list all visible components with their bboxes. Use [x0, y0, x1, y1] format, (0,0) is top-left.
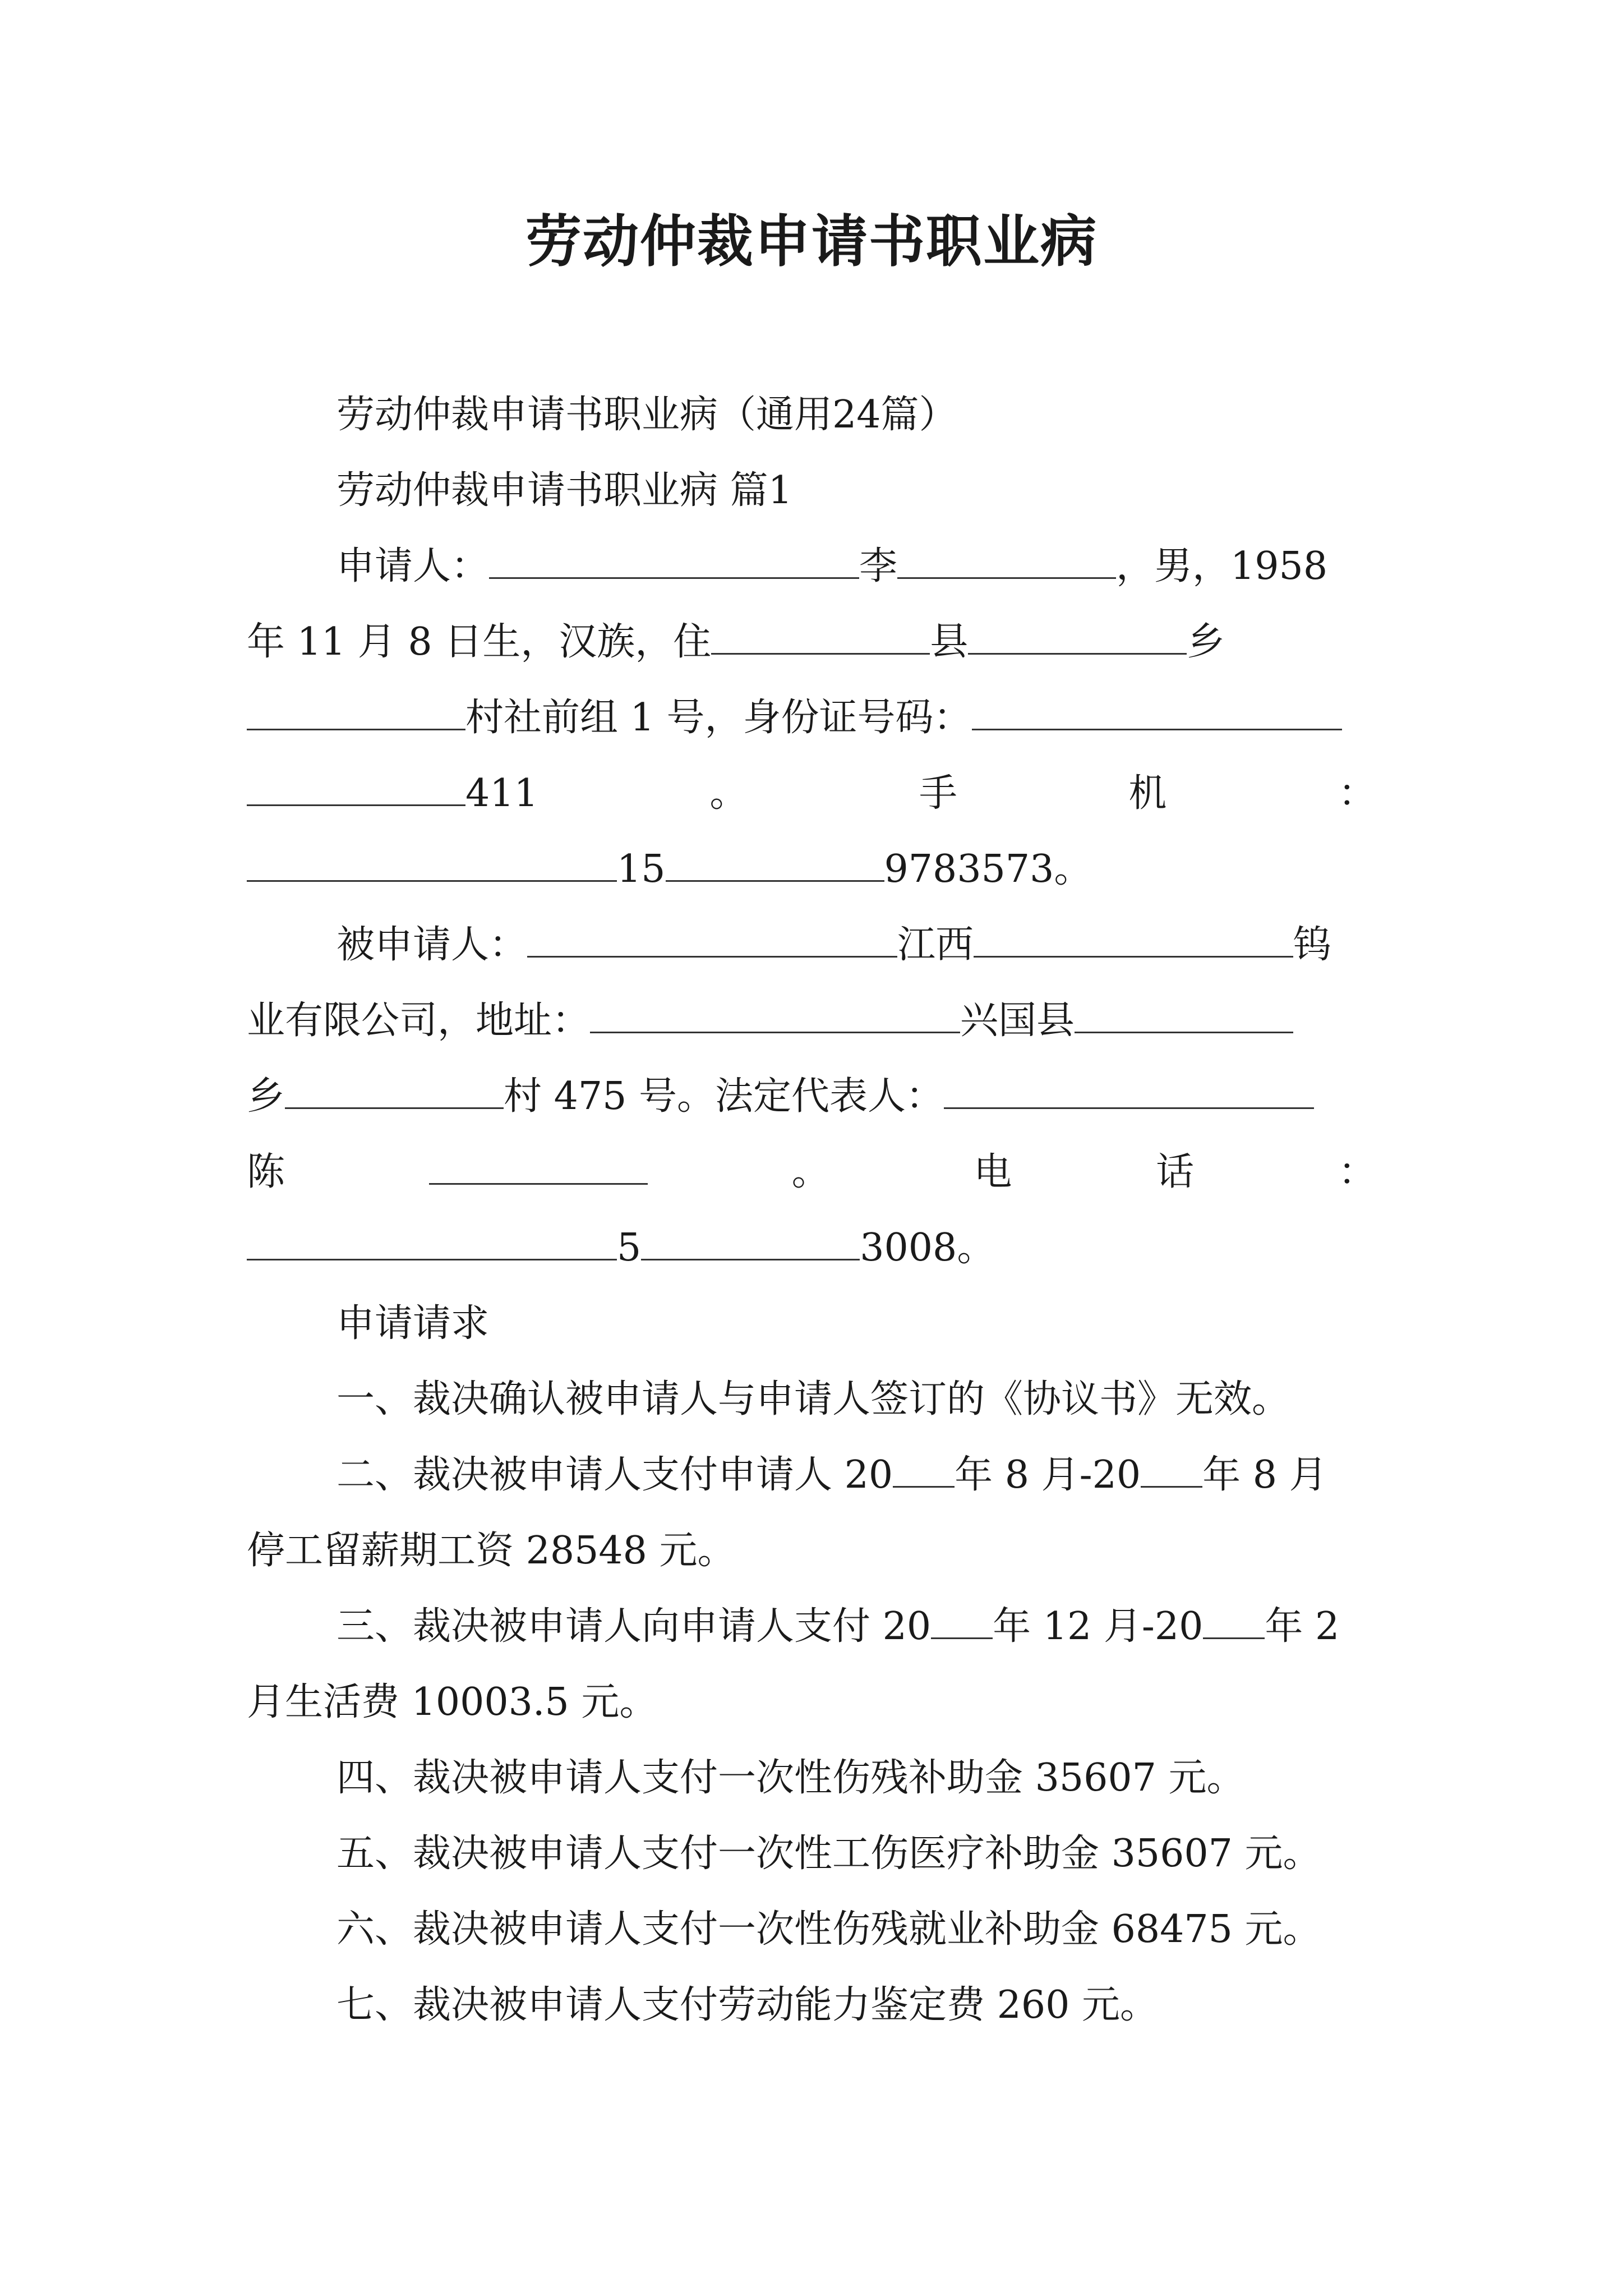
applicant-id-tail: 411 [465, 771, 538, 816]
respondent-village: 村 475 号。法定代表人： [504, 1074, 944, 1119]
applicant-label: 申请人： [336, 544, 490, 588]
tel-label-char-1: 电 [974, 1150, 1012, 1194]
request-3-part-b: 年 12 月-20 [993, 1604, 1204, 1649]
applicant-county: 县 [930, 620, 969, 664]
phone-label-colon: ： [1338, 771, 1376, 816]
respondent-line-5 [247, 1220, 1376, 1276]
respondent-line-2 [247, 993, 1376, 1049]
subtitle-line: 劳动仲裁申请书职业病（通用24篇） [336, 393, 957, 437]
applicant-surname: 李 [859, 544, 898, 588]
request-item-3 [247, 1599, 1376, 1655]
blank-line [974, 922, 1293, 958]
respondent-company: 业有限公司，地址： [247, 999, 591, 1043]
respondent-rep-name: 陈 [247, 1150, 285, 1194]
tel-label-char-2: 话 [1156, 1150, 1195, 1194]
respondent-county: 兴国县 [960, 999, 1075, 1043]
applicant-birth: 年 11 月 8 日生，汉族，住 [247, 620, 712, 664]
respondent-tel-prefix: 5 [617, 1226, 642, 1270]
applicant-phone-tail: 9783573。 [884, 847, 1092, 891]
phone-label-char-2: 机 [1128, 771, 1167, 816]
applicant-period: 。 [709, 771, 748, 816]
respondent-township: 乡 [247, 1074, 285, 1119]
blank-line [247, 771, 465, 806]
applicant-township: 乡 [1187, 620, 1225, 664]
request-item-7: 七、裁决被申请人支付劳动能力鉴定费 260 元。 [336, 1983, 1159, 2027]
blank-line [944, 1074, 1314, 1109]
request-3-part-c: 年 2 [1265, 1604, 1340, 1649]
blank-line [247, 846, 617, 882]
request-item-3-cont: 月生活费 10003.5 元。 [247, 1680, 658, 1724]
blank-line [489, 544, 859, 579]
applicant-line-4 [247, 766, 1376, 822]
respondent-line-4 [247, 1144, 1376, 1200]
blank-line [1203, 1604, 1265, 1639]
request-2-part-b: 年 8 月-20 [955, 1453, 1141, 1497]
respondent-tungsten: 钨 [1293, 923, 1332, 967]
respondent-line-3 [247, 1069, 1376, 1125]
respondent-region: 江西 [897, 923, 974, 967]
requests-heading: 申请请求 [336, 1301, 490, 1346]
applicant-line-3 [247, 690, 1376, 746]
applicant-line-5 [247, 841, 1376, 898]
applicant-line-1 [247, 539, 1376, 595]
blank-line [1075, 998, 1293, 1033]
blank-line [527, 922, 897, 958]
blank-line [429, 1149, 648, 1185]
respondent-period: 。 [791, 1150, 830, 1194]
blank-line [972, 695, 1342, 730]
applicant-gender: ，男，1958 [1116, 544, 1328, 588]
request-item-6: 六、裁决被申请人支付一次性伤残就业补助金 68475 元。 [336, 1907, 1321, 1952]
blank-line [897, 544, 1116, 579]
request-2-part-a: 二、裁决被申请人支付申请人 20 [336, 1453, 893, 1497]
respondent-tel-tail: 3008。 [860, 1226, 995, 1270]
blank-line [247, 1225, 617, 1260]
chapter-heading: 劳动仲裁申请书职业病 篇1 [336, 468, 792, 513]
tel-label-colon: ： [1338, 1150, 1376, 1194]
applicant-village: 村社前组 1 号，身份证号码： [465, 696, 972, 740]
respondent-label: 被申请人： [336, 923, 528, 967]
blank-line [285, 1074, 504, 1109]
applicant-line-2 [247, 614, 1376, 670]
request-item-2 [247, 1447, 1376, 1503]
blank-line [931, 1604, 993, 1639]
request-item-1: 一、裁决确认被申请人与申请人签订的《协议书》无效。 [336, 1377, 1290, 1421]
request-item-4: 四、裁决被申请人支付一次性伤残补助金 35607 元。 [336, 1756, 1245, 1800]
blank-line [1141, 1452, 1202, 1488]
request-item-2-cont: 停工留薪期工资 28548 元。 [247, 1529, 736, 1573]
applicant-phone-prefix: 15 [617, 847, 666, 891]
document-title: 劳动仲裁申请书职业病 [525, 208, 1098, 274]
blank-line [247, 695, 465, 730]
respondent-line-1 [247, 917, 1376, 973]
request-item-5: 五、裁决被申请人支付一次性工伤医疗补助金 35607 元。 [336, 1832, 1321, 1876]
blank-line [711, 619, 930, 655]
blank-line [893, 1452, 955, 1488]
phone-label-char-1: 手 [919, 771, 957, 816]
request-2-part-c: 年 8 月 [1202, 1453, 1327, 1497]
blank-line [968, 619, 1187, 655]
blank-line [641, 1225, 860, 1260]
blank-line [590, 998, 960, 1033]
request-3-part-a: 三、裁决被申请人向申请人支付 20 [336, 1604, 932, 1649]
blank-line [666, 846, 884, 882]
